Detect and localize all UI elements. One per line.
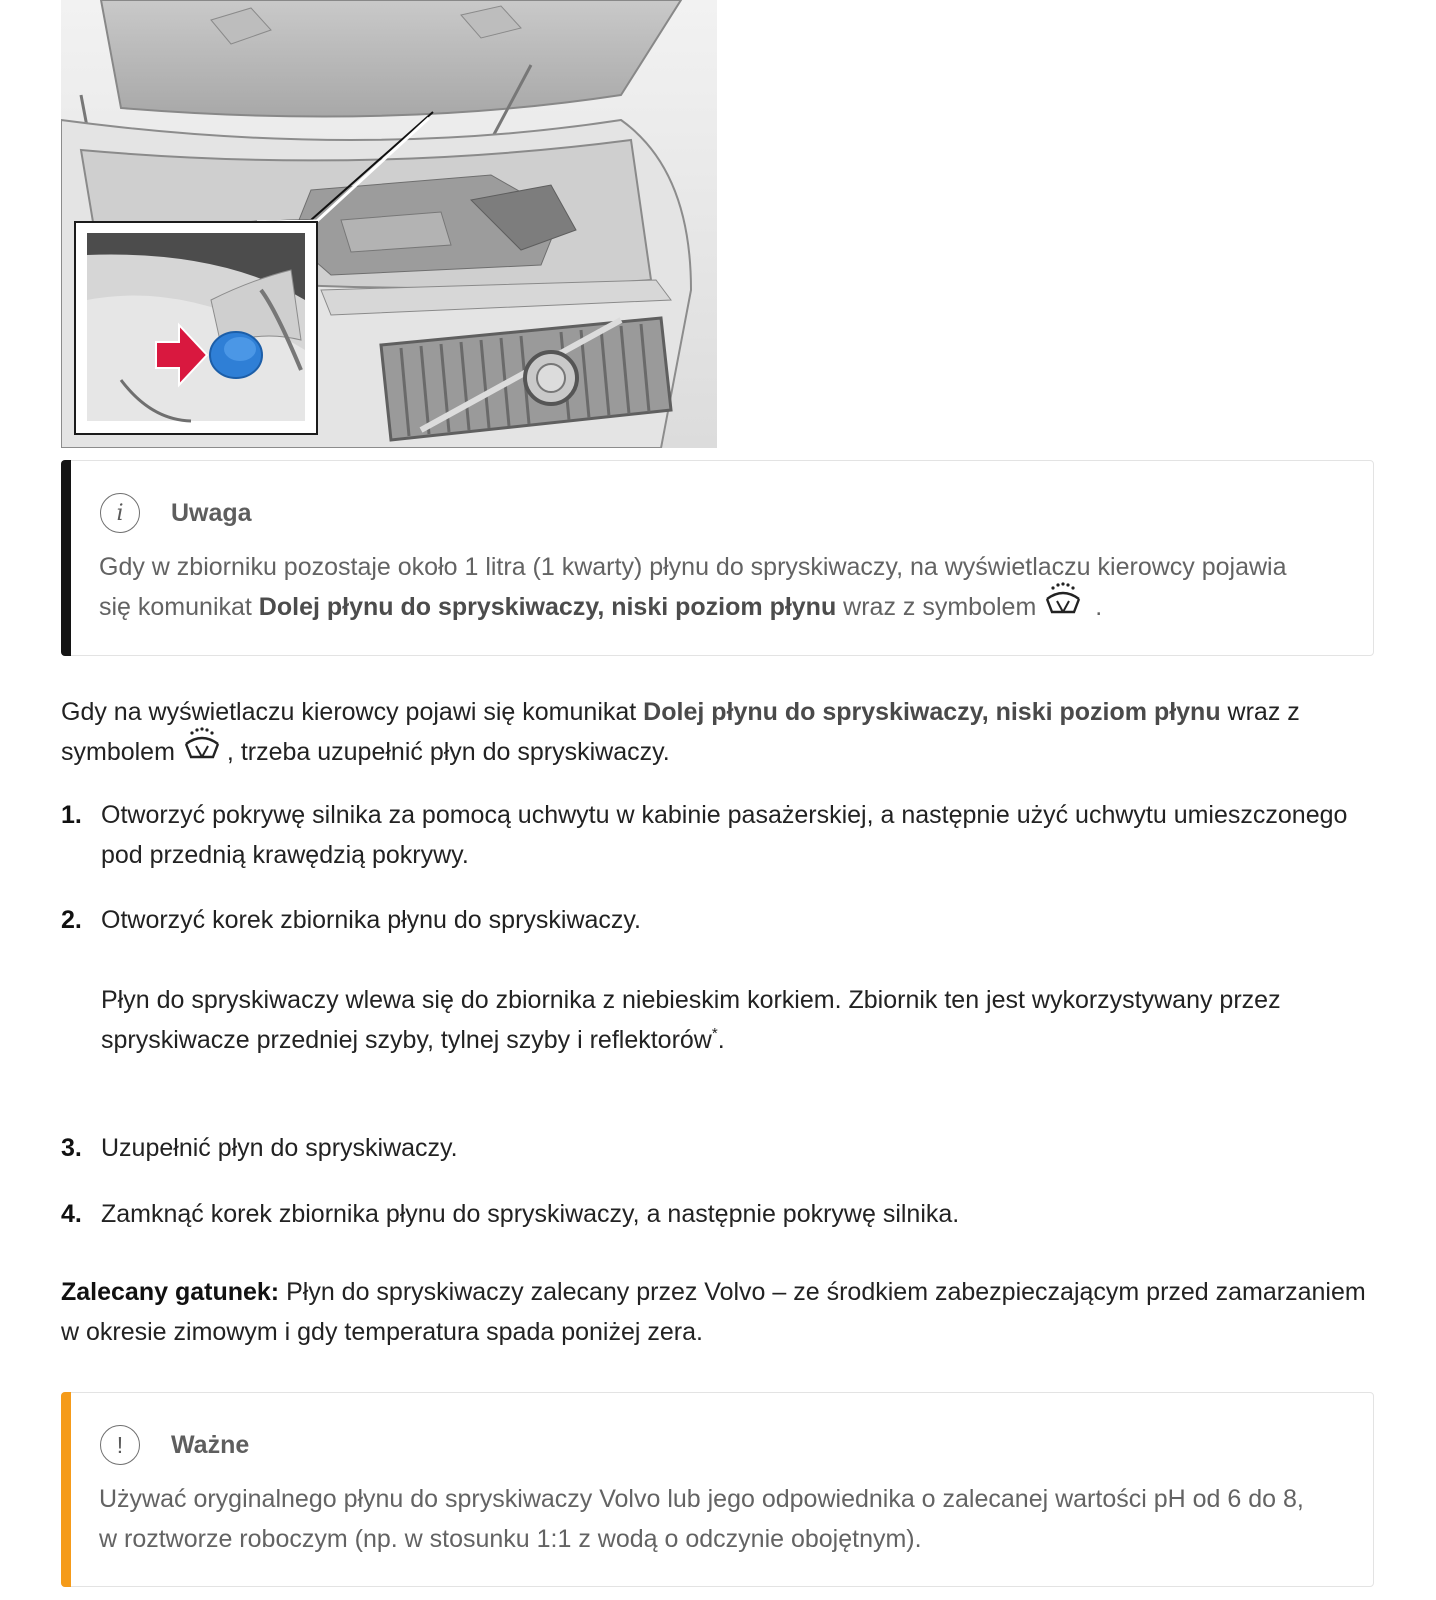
windscreen-washer-icon bbox=[183, 727, 221, 773]
step-2-detail bbox=[101, 980, 1361, 1060]
step-number: 3. bbox=[61, 1134, 82, 1162]
note-accent-bar bbox=[61, 460, 71, 656]
intro-text-end: , trzeba uzupełnić płyn do spryskiwaczy. bbox=[226, 738, 670, 766]
footnote-marker: * bbox=[711, 1025, 718, 1042]
step-4 bbox=[61, 1194, 1361, 1234]
note-text-end: . bbox=[1088, 593, 1103, 621]
step-1 bbox=[61, 795, 1361, 875]
step-text: Otworzyć pokrywę silnika za pomocą uchwytu w kabinie pasażerskiej, a następnie użyć uchwytu umieszczonego pod przednią krawędzią pokrywy. bbox=[101, 801, 1348, 869]
intro-text-cont: wraz z symbolem bbox=[61, 698, 1300, 766]
step-detail-text: Płyn do spryskiwaczy wlewa się do zbiornika z niebieskim korkiem. Zbiornik ten jest wykorzystywany przez spryskiwacze przedniej szyby, tylnej szyby i reflektorów bbox=[101, 986, 1281, 1054]
note-callout bbox=[61, 460, 1374, 656]
important-callout bbox=[61, 1392, 1374, 1587]
important-header bbox=[100, 1425, 249, 1465]
step-number: 4. bbox=[61, 1200, 82, 1228]
step-number: 2. bbox=[61, 906, 82, 934]
recommended-text: Płyn do spryskiwaczy zalecany przez Volvo – ze środkiem zabezpieczającym przed zamarzaniem w okresie zimowym i gdy temperatura spada poniżej zera. bbox=[61, 1278, 1366, 1346]
exclamation-icon: ! bbox=[100, 1425, 140, 1465]
car-engine-illustration bbox=[61, 0, 717, 448]
recommended-paragraph bbox=[61, 1272, 1381, 1352]
recommended-label: Zalecany gatunek: bbox=[61, 1278, 280, 1306]
note-body bbox=[99, 547, 1313, 628]
note-text-cont: wraz z symbolem bbox=[836, 593, 1037, 621]
note-text: Gdy w zbiorniku pozostaje około 1 litra (1 kwarty) płynu do spryskiwaczy, na wyświetlaczu kierowcy pojawia się komunikat bbox=[99, 553, 1287, 621]
engine-bay-illustration bbox=[61, 0, 717, 448]
intro-message: Dolej płynu do spryskiwaczy, niski poziom płynu bbox=[643, 698, 1221, 726]
note-header bbox=[100, 493, 252, 533]
step-detail-end: . bbox=[717, 1026, 725, 1054]
step-text: Zamknąć korek zbiornika płynu do spryskiwaczy, a następnie pokrywę silnika. bbox=[101, 1200, 960, 1228]
intro-paragraph bbox=[61, 692, 1381, 773]
important-body: Używać oryginalnego płynu do spryskiwaczy Volvo lub jego odpowiednika o zalecanej wartości pH od 6 do 8, w roztworze roboczym (np. w stosunku 1:1 z wodą o odczynie obojętnym). bbox=[99, 1485, 1304, 1553]
windscreen-washer-icon bbox=[1044, 582, 1082, 628]
step-text: Uzupełnić płyn do spryskiwaczy. bbox=[101, 1134, 458, 1162]
note-title: Uwaga bbox=[171, 498, 252, 527]
note-message: Dolej płynu do spryskiwaczy, niski poziom płynu bbox=[258, 593, 837, 621]
step-text: Otworzyć korek zbiornika płynu do spryskiwaczy. bbox=[101, 906, 641, 934]
intro-text: Gdy na wyświetlaczu kierowcy pojawi się komunikat bbox=[61, 698, 644, 726]
info-icon: i bbox=[100, 493, 140, 533]
step-number: 1. bbox=[61, 801, 82, 829]
step-3 bbox=[61, 1128, 1361, 1168]
important-title: Ważne bbox=[171, 1430, 250, 1459]
step-2 bbox=[61, 900, 1361, 1054]
important-accent-bar bbox=[61, 1392, 71, 1587]
